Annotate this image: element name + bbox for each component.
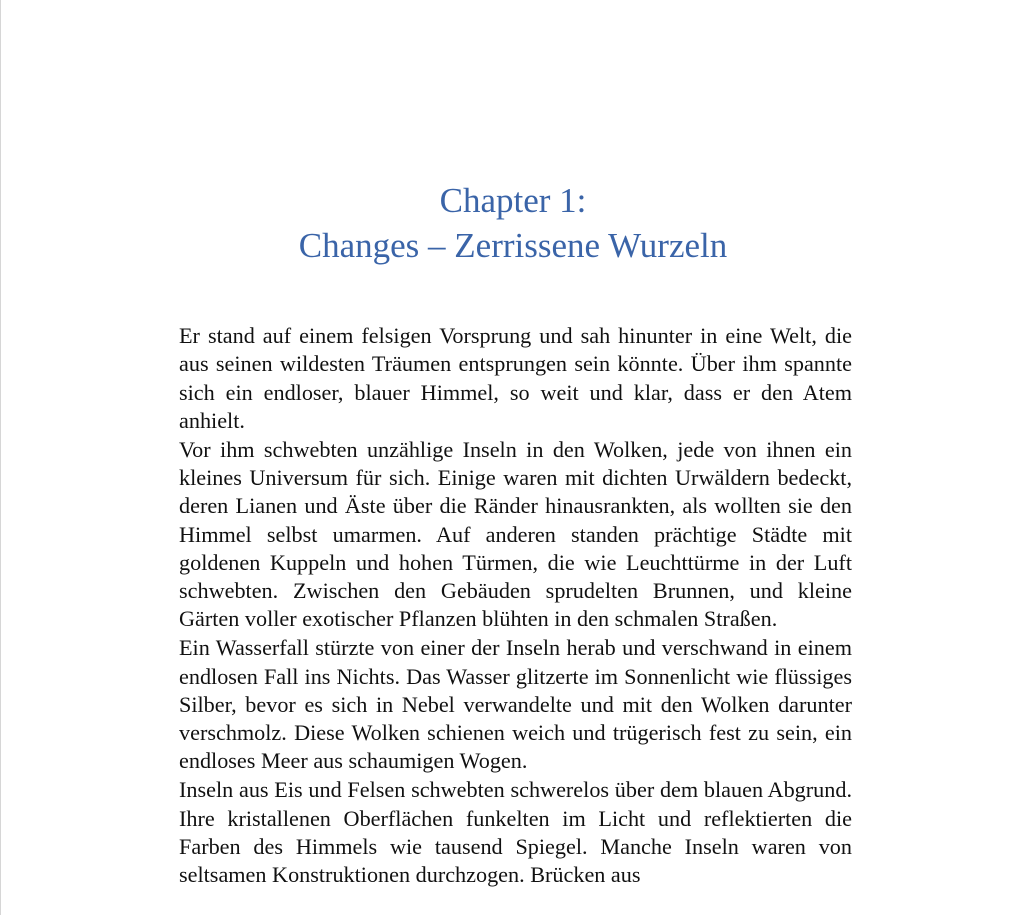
chapter-title xyxy=(1,178,1024,268)
chapter-title-number: Chapter 1: xyxy=(439,181,587,220)
chapter-body xyxy=(179,322,852,889)
paragraph: Ein Wasserfall stürzte von einer der Inseln herab und verschwand in einem endlosen Fall ins Nichts. Das Wasser glitzerte im Sonnenlicht wie flüssiges Silber, bevor es sich in Nebel verwandelte und mit den Wolken darunter verschmolz. Diese Wolken schienen weich und trügerisch fest zu sein, ein endloses Meer aus schaumigen Wogen. xyxy=(179,635,852,774)
chapter-title-name: Changes – Zerrissene Wurzeln xyxy=(298,226,728,265)
paragraph: Vor ihm schwebten unzählige Inseln in den Wolken, jede von ihnen ein kleines Universum für sich. Einige waren mit dichten Urwäldern bedeckt, deren Lianen und Äste über die Ränder hinausrankten, als wollten sie den Himmel selbst umarmen. Auf anderen standen prächtige Städte mit goldenen Kuppeln und hohen Türmen, die wie Leuchttürme in der Luft schwebten. Zwischen den Gebäuden sprudelten Brunnen, und kleine Gärten voller exotischer Pflanzen blühten in den schmalen Straßen. xyxy=(179,436,852,632)
paragraph: Inseln aus Eis und Felsen schwebten schwerelos über dem blauen Abgrund. Ihre kristallenen Oberflächen funkelten im Licht und reflektierten die Farben des Himmels wie tausend Spiegel. Manche Inseln waren von seltsamen Konstruktionen durchzogen. Brücken aus xyxy=(179,777,852,888)
paragraph: Er stand auf einem felsigen Vorsprung und sah hinunter in eine Welt, die aus seinen wildesten Träumen entsprungen sein könnte. Über ihm spannte sich ein endloser, blauer Himmel, so weit und klar, dass er den Atem anhielt. xyxy=(179,323,852,433)
